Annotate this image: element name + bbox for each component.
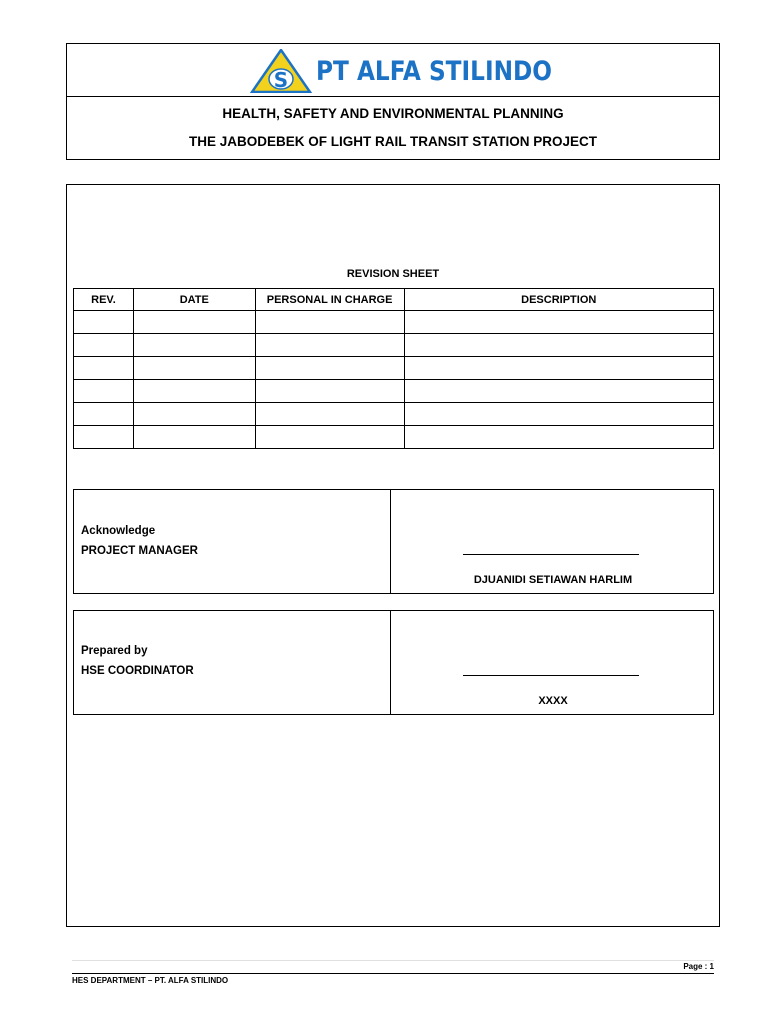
prepared-role-cell [74,611,391,714]
company-logo [250,49,590,93]
prepared-role: HSE COORDINATOR [81,665,194,677]
acknowledge-role: PROJECT MANAGER [81,545,198,557]
project-manager-name: DJUANIDI SETIAWAN HARLIM [473,574,633,586]
column-header-date: DATE [133,289,255,311]
table-cell [255,334,404,357]
table-cell [74,311,134,334]
prepared-label: Prepared by [81,645,148,657]
signature-line [463,554,639,555]
table-cell [255,426,404,449]
table-cell [404,380,714,403]
table-cell [255,311,404,334]
table-cell [133,426,255,449]
revision-page-body [66,184,720,927]
prepared-signature-box [73,610,714,715]
table-cell [74,357,134,380]
footer-department: HES DEPARTMENT – PT. ALFA STILINDO [72,976,229,985]
svg-text:S: S [273,68,289,92]
project-title: THE JABODEBEK OF LIGHT RAIL TRANSIT STATION PROJECT [188,134,597,149]
table-cell [255,403,404,426]
table-cell [74,334,134,357]
signature-line [463,675,639,676]
table-row [74,426,714,449]
document-title: HEALTH, SAFETY AND ENVIRONMENTAL PLANNING [222,106,564,121]
hse-coordinator-name: XXXX [538,695,568,707]
revision-sheet-title: REVISION SHEET [346,268,440,280]
table-cell [404,334,714,357]
table-row [74,311,714,334]
footer-rule [72,973,714,974]
company-name: PT ALFA STILINDO [316,55,553,87]
acknowledge-label: Acknowledge [81,525,156,537]
table-cell [74,403,134,426]
table-row [74,334,714,357]
table-cell [133,334,255,357]
acknowledge-signature-box [73,489,714,594]
table-cell [255,380,404,403]
revision-table-header [74,289,714,311]
table-cell [74,380,134,403]
table-cell [404,311,714,334]
table-cell [133,357,255,380]
footer-divider [72,960,714,961]
table-row [74,403,714,426]
page-number: Page : 1 [683,962,714,971]
logo-row [67,44,719,97]
table-cell [133,380,255,403]
table-cell [404,403,714,426]
acknowledge-role-cell [74,490,391,593]
table-cell [133,403,255,426]
table-cell [74,426,134,449]
column-header-rev: REV. [74,289,134,311]
triangle-s-logo-icon [250,49,312,93]
table-cell [255,357,404,380]
table-cell [404,426,714,449]
table-cell [404,357,714,380]
document-header [66,43,720,160]
column-header-description: DESCRIPTION [404,289,714,311]
table-row [74,357,714,380]
column-header-personal-in-charge: PERSONAL IN CHARGE [255,289,404,311]
revision-table [73,288,714,449]
table-cell [133,311,255,334]
table-row [74,380,714,403]
